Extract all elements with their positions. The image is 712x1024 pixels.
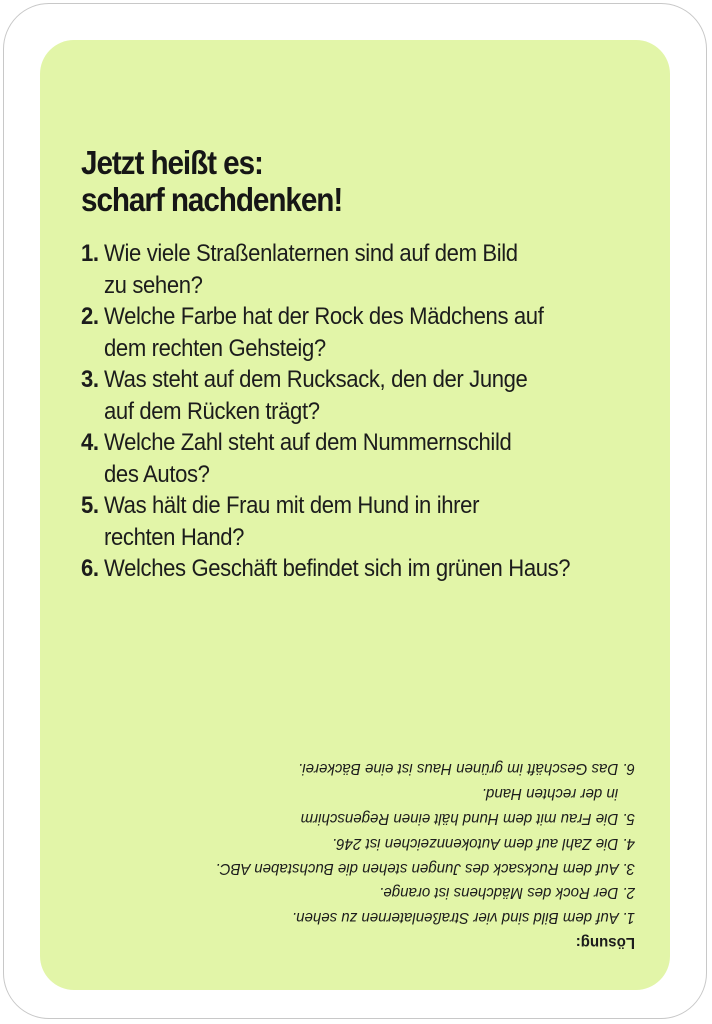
question-text-line-2: des Autos? [104, 460, 210, 488]
question-text-line-2: rechten Hand? [104, 523, 245, 551]
question-number: 1. [81, 240, 99, 267]
question-number: 5. [81, 492, 99, 519]
question-number: 6. [81, 555, 99, 582]
solution-answer: 1. Auf dem Bild sind vier Straßenlaternen zu sehen. [291, 909, 635, 927]
solution-answer: 4. Die Zahl auf dem Autokennzeichen ist 246. [332, 834, 635, 852]
question-text-line-2: zu sehen? [104, 271, 203, 299]
solution-block [216, 756, 635, 954]
question-text-line-1: Welches Geschäft befindet sich im grünen Haus? [104, 555, 571, 582]
solution-answer-line-1: 5. Die Frau mit dem Hund hält einen Regenschirm [300, 810, 635, 828]
question-text-line-1: Was hält die Frau mit dem Hund in ihrer [104, 492, 480, 519]
question-text-line-1: Wie viele Straßenlaternen sind auf dem Bild [104, 240, 518, 267]
question-text-line-1: Welche Farbe hat der Rock des Mädchens auf [104, 303, 544, 330]
question-text-line-1: Welche Zahl steht auf dem Nummernschild [104, 429, 512, 456]
solution-answer-line-2: in der rechten Hand. [481, 785, 619, 803]
solution-answer [216, 780, 635, 830]
question-text-line-1: Was steht auf dem Rucksack, den der Junge [104, 366, 528, 393]
quiz-card [40, 40, 670, 990]
solution-answer: 3. Auf dem Rucksack des Jungen stehen die Buchstaben ABC. [215, 859, 635, 877]
solution-answer: 6. Das Geschäft im grünen Haus ist eine Bäckerei. [298, 760, 635, 778]
solution-title: Lösung: [575, 934, 635, 951]
question-text-line-2: dem rechten Gehsteig? [104, 334, 326, 362]
question-number: 2. [81, 303, 99, 330]
question-number: 3. [81, 366, 99, 393]
card-title-line-2: scharf nachdenken! [81, 181, 343, 218]
question-text-line-2: auf dem Rücken trägt? [104, 397, 320, 425]
solution-upside-down [40, 40, 670, 990]
solution-answer: 2. Der Rock des Mädchens ist orange. [379, 884, 635, 902]
card-title-line-1: Jetzt heißt es: [81, 144, 263, 181]
question-number: 4. [81, 429, 99, 456]
